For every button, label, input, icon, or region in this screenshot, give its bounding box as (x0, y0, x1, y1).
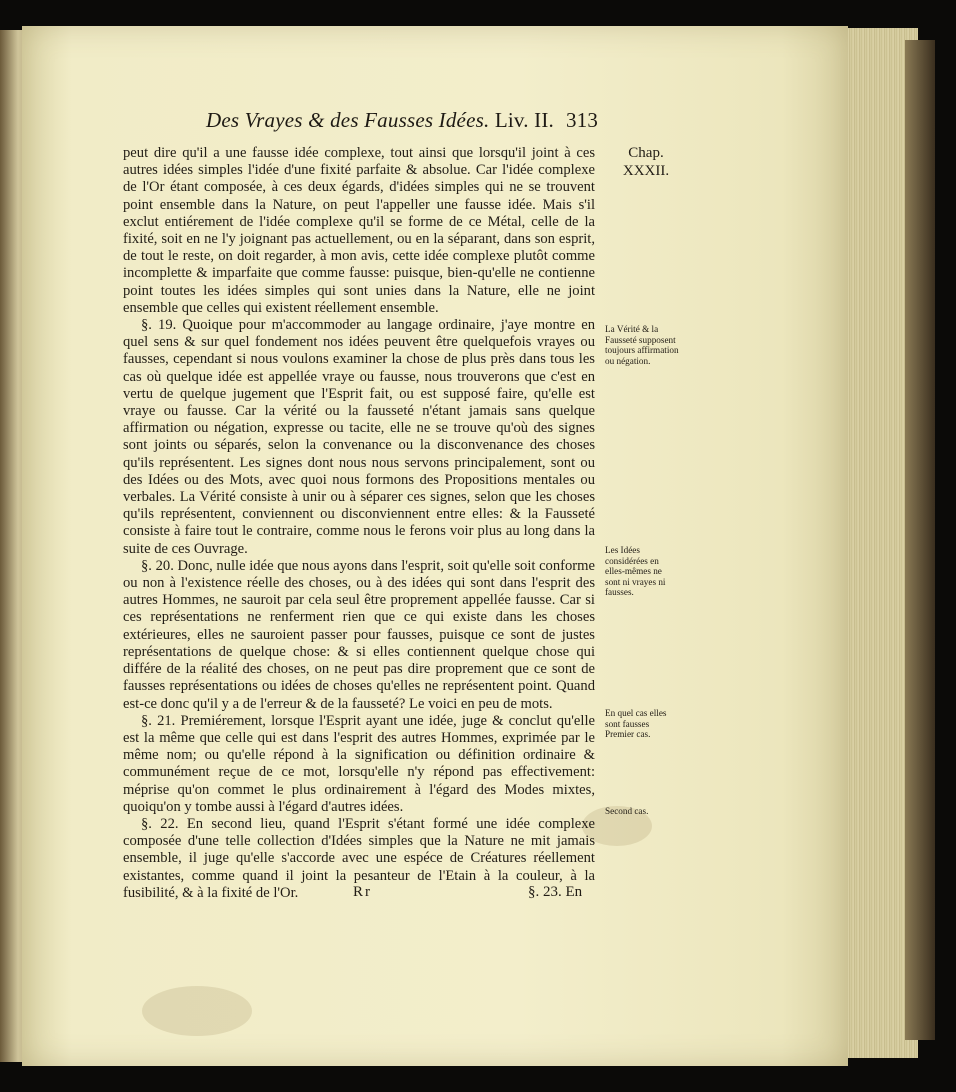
margin-note-22: Second cas. (605, 806, 649, 816)
body-text (123, 145, 595, 902)
margin-note-20: Les Idées considérées en elles-mêmes ne sont ni vrayes ni fausses. (605, 545, 666, 598)
paragraph-20: §. 20. Donc, nulle idée que nous ayons dans l'esprit, soit qu'elle soit conforme ou non à l'existence réelle des choses, ou à des idées qui sont dans l'esprit des autres Hommes, ne sauroit par cela seul être proprement appellée fausse. Car si ces représentations ne renferment rien que ce qui existe dans les choses extérieures, elles ne sauroient passer pour fausses, puisque ce sont de justes représentations de quelque chose: & si elles contiennent quelque chose qui différe de la réalité des choses, on ne peut pas dire proprement que ce sont de fausses représentations ou idées de choses qu'elles ne représentent point. Quand est-ce donc qu'il y a de l'erreur & de la fausseté? Le voici en peu de mots. (123, 557, 595, 712)
page-number: 313 (566, 108, 599, 132)
paper-stain (142, 986, 252, 1036)
margin-note-19: La Vérité & la Fausseté supposent toujours affirmation ou négation. (605, 324, 679, 366)
catchword: §. 23. En (528, 884, 583, 900)
chapter-label (617, 144, 675, 180)
running-header (206, 108, 599, 133)
paragraph-21: §. 21. Premiérement, lorsque l'Esprit ayant une idée, juge & conclut qu'elle est la même que celle qui est dans l'esprit des autres Hommes, exprimée par le même nom; ou qu'elle répond à la signification ou définition ordinaire & communément reçue de ce mot, lorsqu'elle n'y répond pas effectivement: méprise qu'on commet le plus ordinairement à l'égard des Modes mixtes, quoiqu'on y tombe aussi à l'égard d'autres idées. (123, 712, 595, 815)
paragraph-continuation: peut dire qu'il a une fausse idée complexe, tout ainsi que lorsqu'il joint à ces autres idées simples l'idée d'une fixité parfaite & absolue. Car l'idée complexe de l'Or étant composée, à ces deux égards, d'idées simples qui ne se trouvent point ensemble dans la Nature, on peut l'appeller une fausse idée. Mais s'il exclut entiérement de l'idée complexe qu'il se forme de ce Métal, celle de la fixité, soit en ne l'y joignant pas actuellement, ou en la séparant, dans son esprit, de tout le reste, on doit regarder, à mon avis, cette idée complexe plutôt comme incomplette & imparfaite que comme fausse: puisque, bien-qu'elle ne contienne point toutes les idées simples qui sont unies dans la Nature, elle ne joint ensemble que celles qui existent réellement ensemble. (123, 145, 595, 316)
book-number: Liv. II. (494, 108, 555, 132)
margin-note-21: En quel cas elles sont fausses Premier cas. (605, 708, 667, 740)
running-title: Des Vrayes & des Fausses Idées. (206, 108, 490, 132)
paragraph-22: §. 22. En second lieu, quand l'Esprit s'étant formé une idée complexe composée d'une telle collection d'Idées simples que la Nature ne mit jamais ensemble, il juge qu'elle s'accorde avec une espéce de Créatures réellement existantes, comme quand il joint la pesanteur de l'Etain à la couleur, à la fusibilité, & à la fixité de l'Or. (123, 815, 595, 901)
chapter-word: Chap. (628, 145, 664, 161)
chapter-number: XXXII. (622, 163, 670, 179)
paragraph-19: §. 19. Quoique pour m'accommoder au langage ordinaire, j'aye montre en quel sens & sur quel fondement nos idées peuvent être quelquefois vrayes ou fausses, cependant si nous voulons examiner la chose de plus près dans tous les cas où quelque idée est appellée vraye ou fausse, nous trouverons que c'est en vertu de quelque jugement que l'Esprit fait, ou est supposé faire, qu'elle est vraye ou fausse. Car la vérité ou la fausseté n'étant jamais sans quelque affirmation ou négation, expresse ou tacite, elle ne se trouve qu'où des signes sont joints ou séparés, selon la convenance ou la disconvenance des choses qu'ils représentent. Les signes dont nous nous servons principalement, sont ou des Idées ou des Mots, avec quoi nous formons des Propositions mentales ou verbales. La Vérité consiste à unir ou à séparer ces signes, selon que les choses qu'ils représentent, conviennent ou disconviennent entre elles: & la Fausseté consiste à faire tout le contraire, comme nous le ferons voir plus au long dans la suite de ces Ouvrage. (123, 317, 595, 557)
signature-mark: Rr (353, 884, 372, 900)
book-cover-edge (905, 40, 935, 1040)
